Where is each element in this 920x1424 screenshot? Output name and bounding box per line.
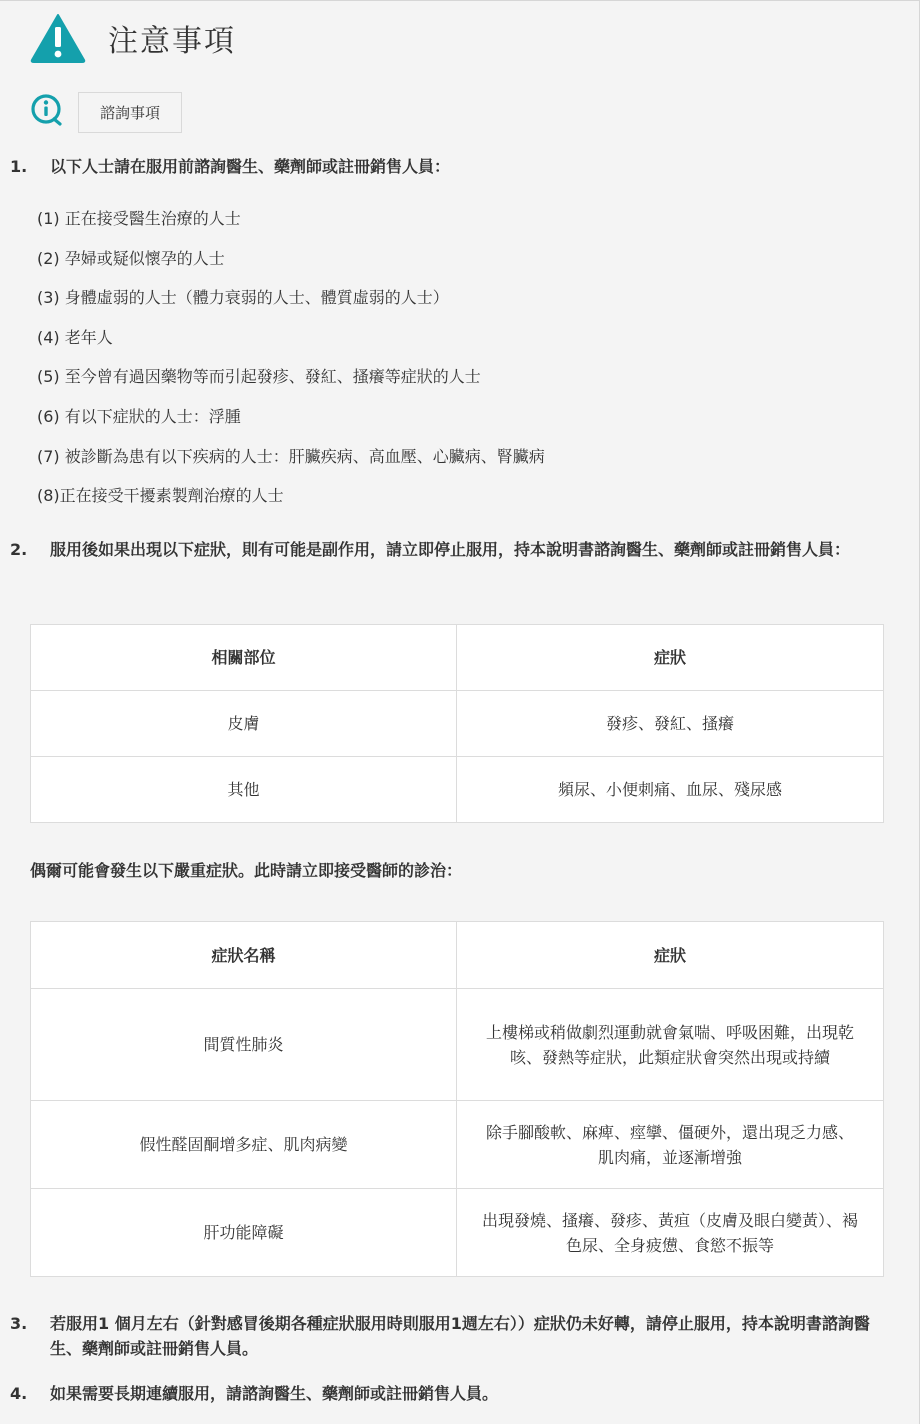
- section-1-number: 1.: [10, 157, 28, 176]
- consult-badge: 諮詢事項: [78, 92, 182, 133]
- table-cell: 間質性肺炎: [31, 989, 457, 1101]
- table-header-cell: 症狀: [457, 625, 884, 691]
- section-1: [10, 154, 890, 179]
- section-2-text: 服用後如果出現以下症狀，則有可能是副作用，請立即停止服用，持本說明書諮詢醫生、藥劑師或註冊銷售人員：: [50, 540, 851, 559]
- table-row: [31, 989, 884, 1101]
- list-item: (7) 被診斷為患有以下疾病的人士：肝臟疾病、高血壓、心臟病、腎臟病: [37, 446, 545, 466]
- table-row: [31, 1189, 884, 1277]
- section-3-text: 若服用1 個月左右（針對感冒後期各種症狀服用時則服用1週左右））症狀仍未好轉，請停止服用，持本說明書諮詢醫生、藥劑師或註冊銷售人員。: [50, 1314, 870, 1358]
- section-1-text: 以下人士請在服用前諮詢醫生、藥劑師或註冊銷售人員：: [50, 157, 451, 176]
- list-item: (4) 老年人: [37, 327, 113, 347]
- table-header-cell: 症狀名稱: [31, 922, 457, 989]
- list-item: (8)正在接受干擾素製劑治療的人士: [37, 486, 284, 506]
- table-cell: 上樓梯或稍做劇烈運動就會氣喘、呼吸困難，出現乾咳、發熱等症狀，此類症狀會突然出現或持續: [457, 989, 884, 1101]
- consult-list: [37, 206, 545, 523]
- section-4: [10, 1381, 890, 1406]
- page-heading: [30, 12, 236, 64]
- section-3: [10, 1311, 890, 1361]
- table-header-cell: 症狀: [457, 922, 884, 989]
- table-cell: 頻尿、小便刺痛、血尿、殘尿感: [457, 757, 884, 823]
- serious-symptoms-note: 偶爾可能會發生以下嚴重症狀。此時請立即接受醫師的診治：: [30, 861, 463, 880]
- table-cell: 其他: [31, 757, 457, 823]
- warning-icon: [30, 13, 86, 63]
- section-2-number: 2.: [10, 540, 28, 559]
- section-4-number: 4.: [10, 1384, 28, 1403]
- table-row: [31, 691, 884, 757]
- list-item: (1) 正在接受醫生治療的人士: [37, 209, 241, 228]
- info-icon: [30, 93, 64, 127]
- table-header-cell: 相關部位: [31, 625, 457, 691]
- table-header-row: [31, 922, 884, 989]
- table-cell: 發疹、發紅、搔癢: [457, 691, 884, 757]
- table-cell: 皮膚: [31, 691, 457, 757]
- list-item: (3) 身體虛弱的人士（體力衰弱的人士、體質虛弱的人士）: [37, 288, 449, 308]
- table-row: [31, 1101, 884, 1189]
- page-title: 注意事項: [108, 24, 236, 59]
- table-header-row: [31, 625, 884, 691]
- section-2: [10, 537, 900, 562]
- serious-symptoms-table: [30, 921, 884, 1277]
- list-item: (2) 孕婦或疑似懷孕的人士: [37, 248, 225, 268]
- section-4-text: 如果需要長期連續服用，請諮詢醫生、藥劑師或註冊銷售人員。: [50, 1384, 499, 1403]
- list-item: (5) 至今曾有過因藥物等而引起發疹、發紅、搔癢等症狀的人士: [37, 367, 481, 387]
- list-item: (6) 有以下症狀的人士：浮腫: [37, 406, 241, 426]
- table-cell: 假性醛固酮增多症、肌肉病變: [31, 1101, 457, 1189]
- section-3-number: 3.: [10, 1314, 28, 1333]
- table-cell: 肝功能障礙: [31, 1189, 457, 1277]
- side-effects-table: [30, 624, 884, 823]
- table-row: [31, 757, 884, 823]
- table-cell: 出現發燒、搔癢、發疹、黃疸（皮膚及眼白變黃）、褐色尿、全身疲憊、食慾不振等: [457, 1189, 884, 1277]
- table-cell: 除手腳酸軟、麻痺、痙攣、僵硬外，還出現乏力感、肌肉痛，並逐漸增強: [457, 1101, 884, 1189]
